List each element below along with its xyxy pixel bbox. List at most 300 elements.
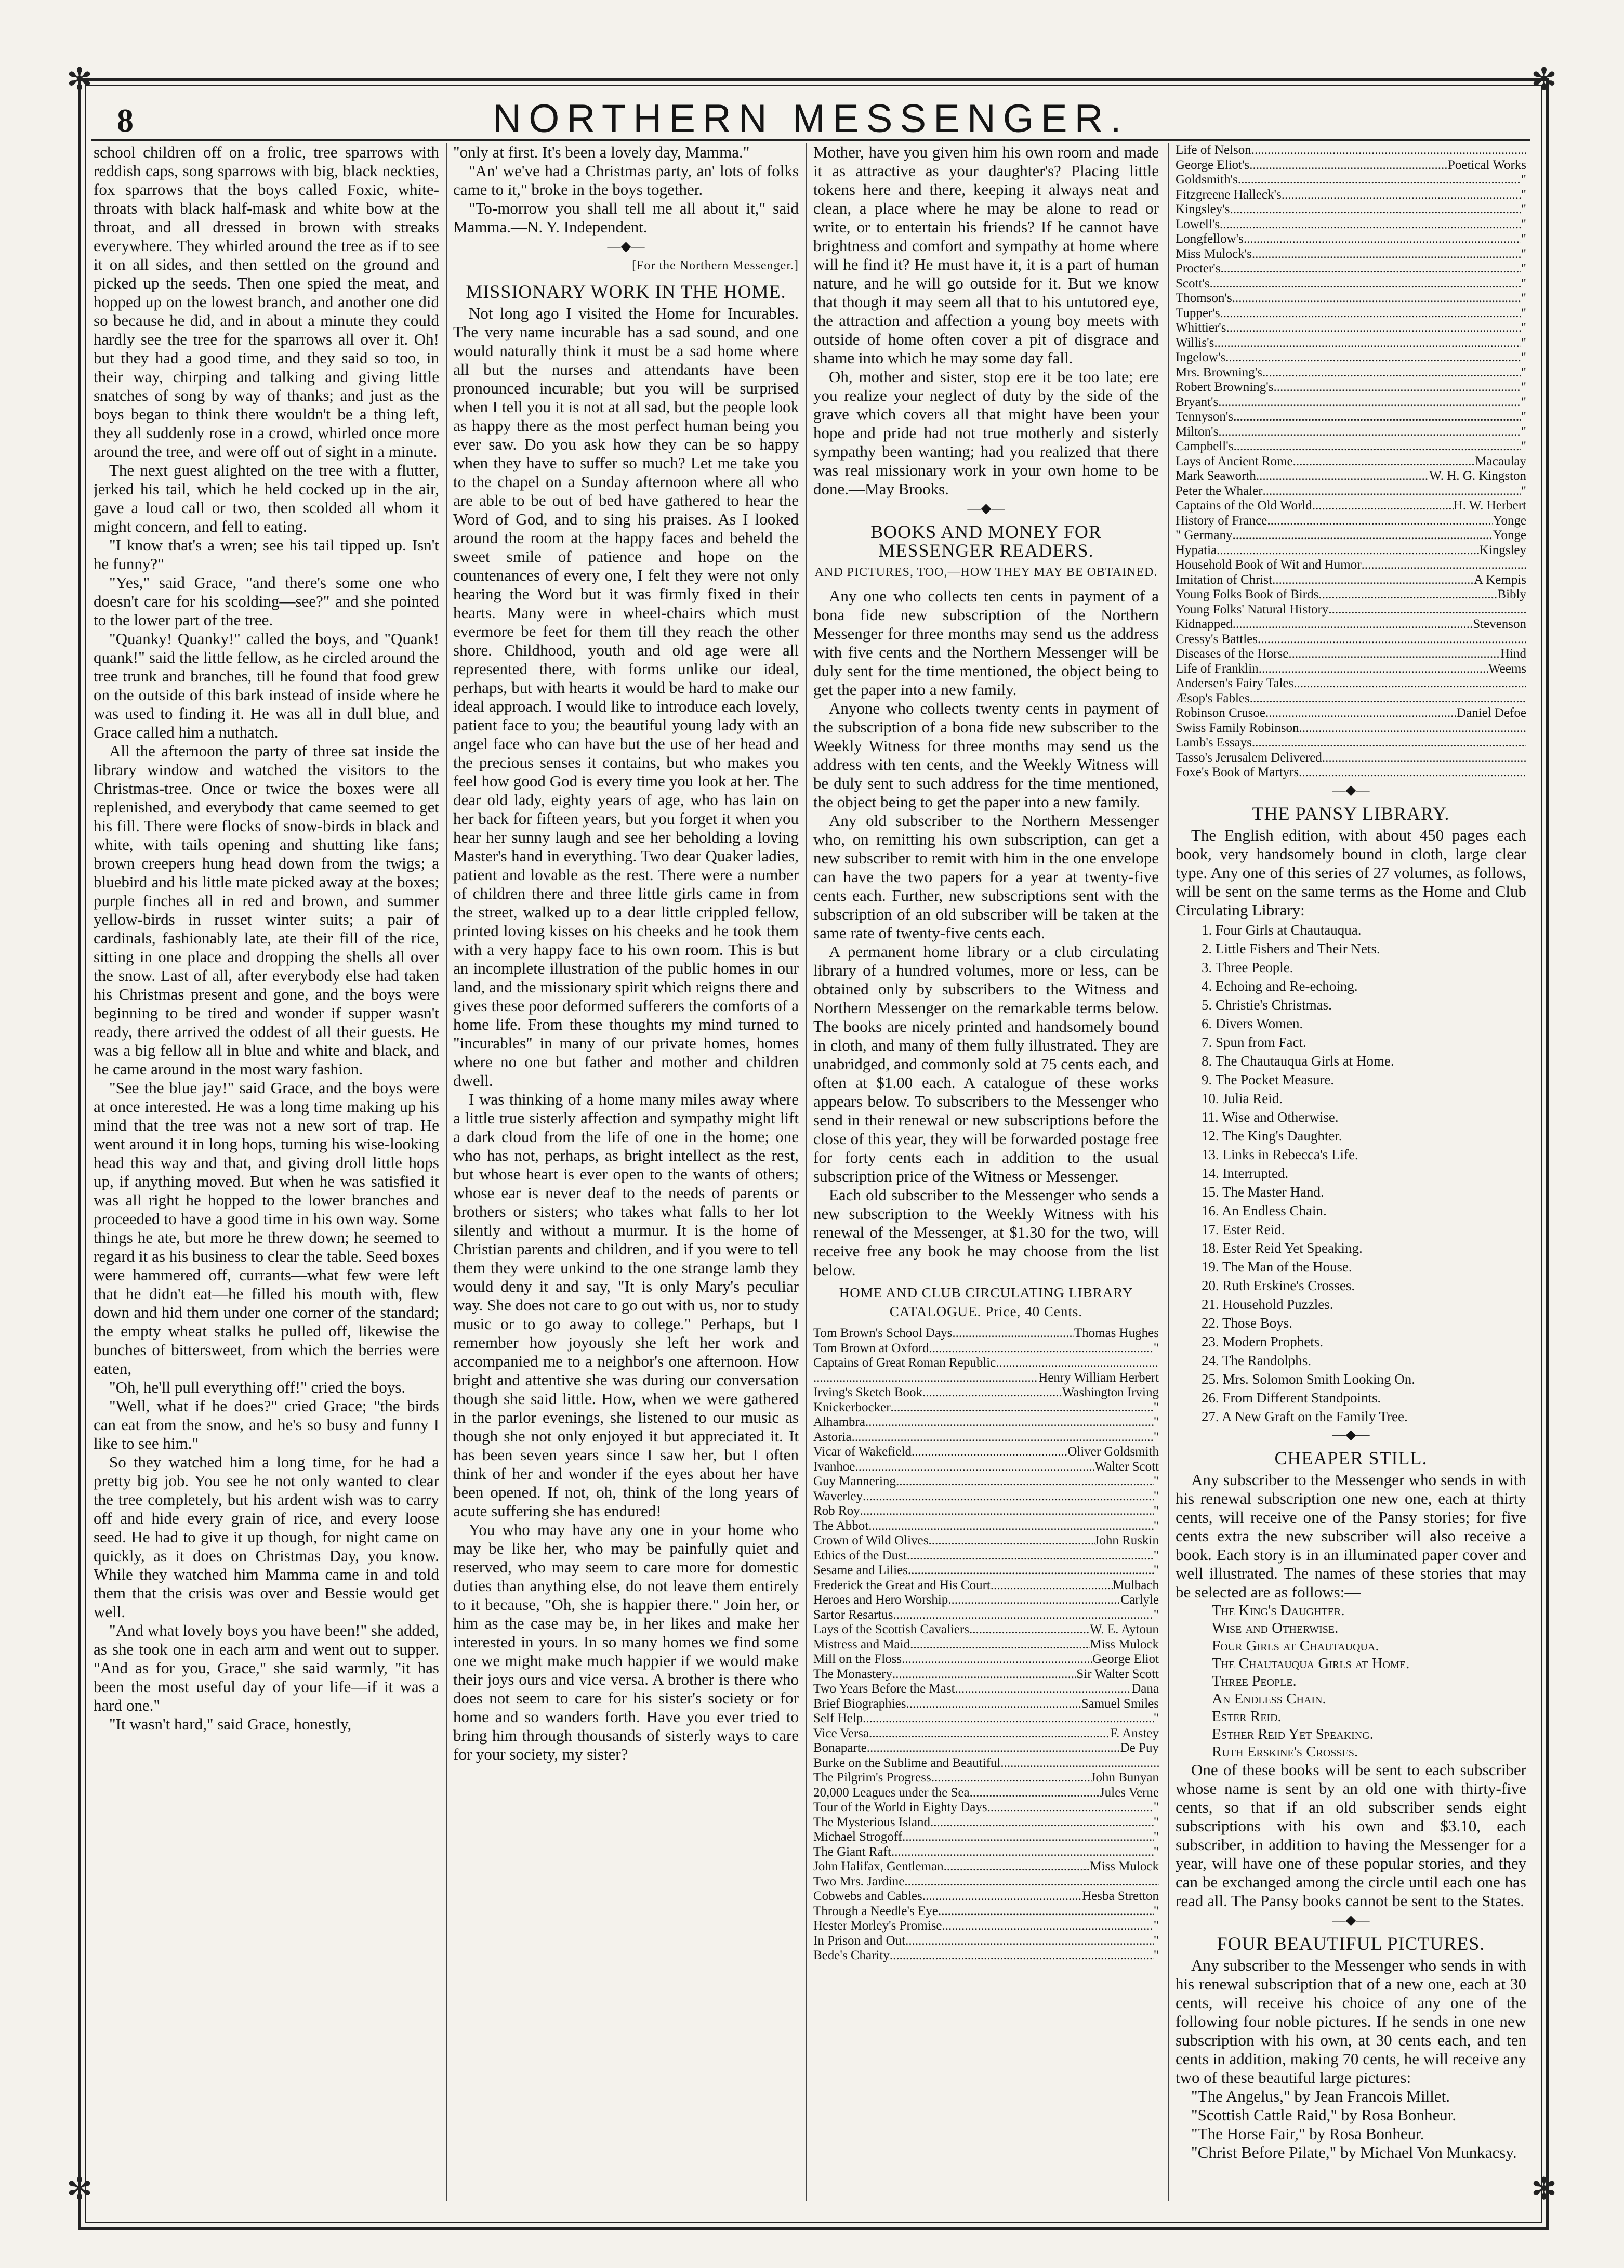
column-divider (806, 143, 807, 2201)
story-paragraph: So they watched him a long time, for he had a pretty big job. You see he not only wanted to clear the tree completely, but his ardent wish was to carry off and hide every grain of rice, and every loose seed. He had to give it up though, for night came on quickly, as it does on Christmas Day, you know. While they watched him Mamma came in and told them that the crisis was over and Bessie would get well. (94, 1453, 439, 1621)
column-divider (446, 143, 447, 2201)
book-title: " Germany (1176, 528, 1233, 542)
catalogue-row (1176, 425, 1526, 440)
offer-paragraph: Anyone who collects twenty cents in payment of the subscription of a bona fide new subscriber to the Weekly Witness for three months may send us the address with ten cents, and the Weekly Witness will be duly sent to such address for the time mentioned, the object being to get the paper into a new family. (813, 699, 1159, 811)
pansy-item: 15. The Master Hand. (1202, 1184, 1324, 1200)
book-author: " (1521, 483, 1526, 498)
pansy-item: 17. Ester Reid. (1202, 1221, 1285, 1237)
book-title: Lowell's (1176, 217, 1220, 231)
book-author: " (1521, 291, 1526, 305)
catalogue-row (1176, 454, 1526, 469)
catalogue-row (1176, 691, 1526, 706)
story-paragraph: "An' we've had a Christmas party, an' lots of folks came to it," broke in the boys together. (453, 162, 799, 199)
dot-leader (1220, 306, 1521, 321)
book-title: Tom Brown's School Days (813, 1326, 953, 1340)
book-author: " (1521, 202, 1526, 216)
book-title: Knickerbocker (813, 1400, 891, 1414)
book-author: H. W. Herbert (1453, 499, 1526, 513)
catalogue-row (1176, 587, 1526, 602)
book-title: In Prison and Out (813, 1933, 906, 1948)
book-author: " (1153, 1563, 1159, 1577)
story-paragraph: "Yes," said Grace, "and there's some one who doesn't care for his scolding—see?" and she pointed to the lower part of the tree. (94, 573, 439, 629)
book-author: " (1153, 1341, 1159, 1355)
catalogue-row (1176, 751, 1526, 766)
catalogue-row (1176, 499, 1526, 514)
dot-leader (852, 1430, 1154, 1445)
catalogue-row (813, 1934, 1159, 1949)
book-author: Thomas Hughes (1074, 1326, 1159, 1340)
dot-leader (922, 1889, 1082, 1904)
book-author: George Eliot (1092, 1652, 1159, 1666)
catalogue-row (813, 1578, 1159, 1593)
book-title: Heroes and Hero Worship (813, 1593, 948, 1607)
catalogue-row (813, 1904, 1159, 1919)
catalogue-row (813, 1460, 1159, 1475)
dot-leader (1299, 721, 1526, 736)
catalogue-row (1176, 706, 1526, 721)
column-1 (94, 143, 439, 2201)
catalogue-row (1176, 395, 1526, 410)
column-4 (1176, 143, 1526, 2201)
pansy-item: 22. Those Boys. (1202, 1315, 1293, 1331)
pansy-item: 12. The King's Daughter. (1202, 1128, 1342, 1144)
dot-leader (1252, 736, 1526, 751)
book-author: " (1153, 1711, 1159, 1725)
article-paragraph: Not long ago I visited the Home for Incurables. The very name incurable has a sad sound, and one would naturally think it must be a sad home where all but the nurses and attendants have been pronounced incurable; but you will be surprised when I tell you it is not at all sad, but the people look as happy there as the most perfect human being you ever saw. Do you ask how they can be so happy when they have to suffer so much? Let me take you to the chapel on a Sunday afternoon where all who are able to be out of bed have gathered to hear the Word of God, and to sing his praises. As I looked around the room at the happy faces and beheld the sweet smile of patience and hope on the countenances of every one, I felt they were not only hearing the Word but it was firmly fixed in their hearts. Many were in wheel-chairs which must evermore be feet for them till they reach the other shore. Childhood, youth and old age were all represented there, with forms unlike our ideal, perhaps, but with hearts it would be hard to make our ideal approach. I would like to introduce each lovely, patient face to you; the beautiful young lady with an angel face who can have but the use of her head and the precious senses it contains, but who makes you feel how good God is every time you look at her. The dear old lady, eighty years of age, who has lain on her back for fifteen years, but you forget it when you hear her sunny laugh and see her beholding a loving Master's hand in everything. Two dear Quaker ladies, patient and lovable as the rest. There were a number of children there and three little girls came in from the street, walked up to a dear little crippled fellow, printed loving kisses on his cheeks and he took them with a very happy face to his own room. This is but an incomplete illustration of the public homes in our land, and the missionary spirit which reigns there and gives these poor deformed sufferers the comforts of a home life. From these thoughts my mind turned to "incurables" in many of our private homes, homes where no one but father and mother and children dwell. (453, 304, 799, 1090)
pansy-heading: THE PANSY LIBRARY. (1252, 803, 1450, 824)
catalogue-row (1176, 188, 1526, 203)
book-author: " (1153, 1815, 1159, 1829)
book-author: " (1153, 1518, 1159, 1533)
catalogue-row (813, 1771, 1159, 1786)
catalogue-row (1176, 484, 1526, 499)
dot-leader (891, 1400, 1154, 1415)
book-title: Sartor Resartus (813, 1607, 893, 1622)
book-title: History of France (1176, 513, 1267, 528)
dot-leader (952, 1326, 1074, 1341)
book-title: Milton's (1176, 424, 1219, 439)
dot-leader (1267, 514, 1493, 529)
book-title: The Mysterious Island (813, 1815, 930, 1829)
separator-ornament-icon: —◆— (1332, 1912, 1370, 1928)
book-title: Vice Versa (813, 1726, 869, 1740)
catalogue-row (813, 1371, 1159, 1386)
catalogue-row (813, 1830, 1159, 1845)
dot-leader (1312, 499, 1454, 514)
book-title: Cobwebs and Cables (813, 1889, 922, 1903)
catalogue-row (1176, 573, 1526, 588)
column-3 (813, 143, 1159, 2201)
book-title: Goldsmith's (1176, 173, 1238, 187)
book-title: Life of Franklin (1176, 661, 1259, 676)
book-title: Captains of the Old World (1176, 499, 1312, 513)
catalogue-row (1176, 173, 1526, 188)
book-author: Hesba Stretton (1082, 1889, 1159, 1903)
book-title: Burke on the Sublime and Beautiful (813, 1755, 1001, 1770)
catalogue-row (1176, 217, 1526, 232)
book-author: W. H. G. Kingston (1429, 469, 1526, 483)
dot-leader (1238, 173, 1521, 188)
catalogue-row (813, 1504, 1159, 1519)
pansy-item: 19. The Man of the House. (1202, 1258, 1352, 1275)
cheaper-intro: Any subscriber to the Messenger who sends in with his renewal subscription one new one, each at thirty cents, will receive one of the Pansy stories; for five cents extra the new subscriber will also receive a book. Each story is in an illuminated paper cover and well illustrated. The names of these stories that may be selected are as follows:— (1176, 1470, 1526, 1601)
dot-leader (1218, 395, 1521, 410)
catalogue-row (813, 1726, 1159, 1741)
dot-leader (860, 1504, 1154, 1519)
pansy-item: 3. Three People. (1202, 959, 1293, 975)
dot-leader (1232, 528, 1493, 543)
catalogue-row (1176, 662, 1526, 677)
book-title: Two Years Before the Mast (813, 1682, 955, 1696)
book-author: Macaulay (1475, 454, 1526, 468)
dot-leader (1293, 676, 1526, 691)
book-title: Miss Mulock's (1176, 246, 1252, 261)
story-paragraph: "Well, what if he does?" cried Grace; "the birds can eat from the snow, and he's so busy and funny I like to see him." (94, 1397, 439, 1452)
catalogue-list (813, 1326, 1159, 1963)
book-author: Stevenson (1473, 617, 1526, 631)
book-author: John Ruskin (1094, 1533, 1159, 1548)
catalogue-row (813, 1859, 1159, 1874)
story-item: Esther Reid Yet Speaking. (1212, 1725, 1374, 1742)
pansy-list (1176, 922, 1526, 1425)
story-paragraph: "only at first. It's been a lovely day, Mamma." (453, 143, 750, 161)
catalogue-row (813, 1845, 1159, 1860)
book-author: Walter Scott (1094, 1459, 1159, 1474)
book-author: Dana (1131, 1682, 1159, 1696)
dot-leader (892, 1667, 1076, 1682)
book-author: John Bunyan (1090, 1771, 1159, 1785)
book-author: " (1153, 1489, 1159, 1503)
catalogue-row (813, 1756, 1159, 1771)
book-title: Campbell's (1176, 439, 1234, 453)
catalogue-row (1176, 617, 1526, 632)
catalogue-row (1176, 143, 1526, 158)
dot-leader (1258, 632, 1526, 647)
catalogue-list (1176, 143, 1526, 780)
book-title: The Monastery (813, 1667, 893, 1681)
book-title: Diseases of the Horse (1176, 647, 1289, 661)
book-title: The Giant Raft (813, 1844, 891, 1859)
catalogue-row (813, 1341, 1159, 1356)
book-author: " (1521, 321, 1526, 335)
dot-leader (1220, 261, 1521, 277)
book-title: Hester Morley's Promise (813, 1919, 942, 1933)
dot-leader (970, 1786, 1100, 1801)
book-author: Henry William Herbert (1038, 1370, 1159, 1385)
pansy-item: 24. The Randolphs. (1202, 1352, 1311, 1368)
offer-paragraph: Any old subscriber to the Northern Messenger who, on remitting his own subscription, can get a new subscriber to remit with him in the one envelope can have the two papers for a year at twenty-five cents each. Further, new subscriptions sent with the subscription of an old subscriber will be taken at the same rate of twenty-five cents each. (813, 811, 1159, 942)
catalogue-row (813, 1919, 1159, 1934)
catalogue-row (1176, 676, 1526, 691)
dot-leader (906, 1697, 1081, 1712)
book-author: " (1153, 1415, 1159, 1429)
dot-leader (869, 1726, 1110, 1741)
book-author: " (1521, 246, 1526, 261)
book-title: Hypatia (1176, 543, 1217, 557)
story-paragraph: school children off on a frolic, tree sparrows with reddish caps, song sparrows with big, black neckties, fox sparrows that the boys called Foxic, white-throats with black half-mask and white bow at the throat, and all dressed in brown with streaks everywhere. They whirled around the tree as if to see it on all sides, and then settled on the ground and picked up the seeds. Then one spied the meat, and hopped up on the lowest branch, and another one did so because he did, and in about a minute they could hardly see the tree for the sparrows all over it. Oh! but they had a good time, and they said so too, in their way, chirping and talking and giving little snatches of song by way of thanks; and just as the boys began to think there wouldn't be a thing left, they all suddenly rose in a crowd, whirled once more around the tree, and were off out of sight in a minute. (94, 143, 439, 461)
dot-leader (904, 1874, 1159, 1890)
picture-item: "Christ Before Pilate," by Michael Von Munkacsy. (1191, 2143, 1517, 2161)
story-paragraph: "Quanky! Quanky!" called the boys, and "Quank! quank!" said the little fellow, as he circled around the tree trunk and branches, till he found that food grew on the outside of this bark instead of inside where he was used to finding it. He was all in dull blue, and Grace called him a nuthatch. (94, 630, 439, 741)
article-credit: [For the Northern Messenger.] (632, 259, 799, 272)
book-author: Hind (1500, 647, 1526, 661)
book-author: Jules Verne (1099, 1785, 1159, 1800)
pansy-item: 21. Household Puzzles. (1202, 1296, 1333, 1312)
pictures-intro: Any subscriber to the Messenger who sends in with his renewal subscription that of a new one, each at 30 cents, will receive his choice of any one of the following four noble pictures. If he sends in one new subscription with his own, at 30 cents each, and ten cents in addition, making 70 cents, he will receive any two of these beautiful large pictures: (1176, 1956, 1526, 2087)
separator-ornament-icon: —◆— (607, 239, 645, 254)
cheaper-outro: One of these books will be sent to each subscriber whose name is sent by an old one with thirty-five cents, so that if an old subscriber sends eight subscriptions with his own and $3.10, each subscriber, in addition to having the Messenger for a year, will have one of these popular stories, and they can be exchanged among the circle until each one has read all. The Pansy books cannot be sent to the States. (1176, 1760, 1526, 1910)
book-title: The Pilgrim's Progress (813, 1771, 931, 1785)
pansy-item: 13. Links in Rebecca's Life. (1202, 1146, 1358, 1162)
book-author: " (1153, 1933, 1159, 1948)
pansy-item: 18. Ester Reid Yet Speaking. (1202, 1240, 1363, 1256)
book-title: Astoria (813, 1430, 852, 1444)
section-heading: BOOKS AND MONEY FOR MESSENGER READERS. (870, 521, 1102, 561)
dot-leader (948, 1593, 1120, 1608)
book-title: Vicar of Wakefield (813, 1445, 912, 1459)
book-title: Crown of Wild Olives (813, 1533, 929, 1548)
story-item: Ruth Erskine's Crosses. (1212, 1743, 1358, 1760)
dot-leader (1244, 232, 1521, 247)
dot-leader (1262, 365, 1521, 381)
book-author: " (1153, 1400, 1159, 1414)
catalogue-row (1176, 528, 1526, 543)
book-title: Tupper's (1176, 306, 1220, 320)
dot-leader (1218, 425, 1521, 440)
book-title: Longfellow's (1176, 232, 1244, 246)
dot-leader (865, 1415, 1154, 1430)
book-title: Frederick the Great and His Court (813, 1578, 991, 1592)
dot-leader (955, 1682, 1132, 1697)
dot-leader (931, 1771, 1091, 1786)
book-title: Waverley (813, 1489, 863, 1503)
book-title: Life of Nelson (1176, 143, 1251, 157)
book-title: Ivanhoe (813, 1459, 855, 1474)
book-title: Irving's Sketch Book (813, 1385, 923, 1399)
article-paragraph: You who may have any one in your home who may be like her, who may be painfully quiet and reserved, who may seem to care more for domestic duties than anything else, do not leave them entirely to it because, "Oh, she is happier there." Join her, or him as the case may be, in her likes and make her interested in yours. In so many homes we find some one we might make much happier if we would make their joys ours and vice versa. A brother is there who does not seem to care for his sister's society or for home and so wanders forth. Have you ever tried to bring him through thousands of sisterly ways to care for your society, my sister? (453, 1520, 799, 1763)
book-title: Captains of Great Roman Republic (813, 1356, 996, 1370)
pansy-item: 26. From Different Standpoints. (1202, 1389, 1381, 1406)
catalogue-row (1176, 514, 1526, 529)
dot-leader (1233, 617, 1473, 632)
dot-leader (910, 1637, 1090, 1653)
dot-leader (1210, 277, 1521, 292)
book-title: Tasso's Jerusalem Delivered (1176, 750, 1322, 765)
book-title: Mrs. Browning's (1176, 365, 1263, 379)
catalogue-row (813, 1519, 1159, 1534)
dot-leader (1318, 587, 1497, 602)
dot-leader (863, 1711, 1154, 1726)
section-subheading: AND PICTURES, TOO,—HOW THEY MAY BE OBTAINED. (814, 566, 1158, 579)
dot-leader (1233, 439, 1521, 454)
catalogue-row (1176, 439, 1526, 454)
catalogue-row (1176, 602, 1526, 618)
book-author: " (1521, 217, 1526, 231)
catalogue-row (813, 1637, 1159, 1653)
dot-leader (1299, 765, 1526, 780)
book-title: Robinson Crusoe (1176, 706, 1265, 720)
story-paragraph: "Oh, he'll pull everything off!" cried the boys. (109, 1378, 406, 1396)
article-heading: MISSIONARY WORK IN THE HOME. (466, 281, 786, 302)
book-title: Self Help (813, 1711, 863, 1725)
book-title: Andersen's Fairy Tales (1176, 676, 1294, 690)
book-author: " (1521, 335, 1526, 350)
book-author: Oliver Goldsmith (1067, 1445, 1159, 1459)
offer-paragraph: Any one who collects ten cents in payment of a bona fide new subscription of the Northern Messenger for three months may send us the address with five cents and the Northern Messenger will be duly sent for the time mentioned, the object being to get the paper into a new family. (813, 587, 1159, 699)
book-title: Peter the Whaler (1176, 483, 1263, 498)
book-title: Kidnapped (1176, 617, 1233, 631)
story-paragraph: All the afternoon the party of three sat inside the library window and watched the visitors to the Christmas-tree. Once or twice the boxes were all replenished, and everybody that came seemed to get his fill. There were flocks of snow-birds in black and white, with tails opening and shutting like fans; brown creepers hung head down from the twigs; a bluebird and his little mate picked away at the boxes; purple finches all in red and brown, and summer yellow-birds in russet winter suits; a pair of cardinals, fashionably late, ate their fill of the rice, sitting in one place and dropping the shells all over the snow. Last of all, after everybody else had taken his Christmas present and gone, and the boys were beginning to be tired and wonder if supper wasn't ready, there arrived the oddest of all their guests. He was a big fellow all in blue and white and black, and he came around in the most wary fashion. (94, 742, 439, 1078)
dot-leader (1214, 336, 1521, 351)
story-paragraph: The next guest alighted on the tree with a flutter, jerked his tail, which he held cocked up in the air, gave a loud call or two, then scolded all whom it might concern, and fell to eating. (94, 461, 439, 535)
catalogue-row (1176, 321, 1526, 336)
pansy-item: 27. A New Graft on the Family Tree. (1202, 1408, 1408, 1424)
dot-leader (969, 1622, 1090, 1637)
book-title: Mistress and Maid (813, 1637, 910, 1651)
book-title: Tennyson's (1176, 410, 1234, 424)
column-2 (453, 143, 799, 2201)
story-item: Wise and Otherwise. (1212, 1619, 1339, 1636)
book-author: " (1153, 1504, 1159, 1518)
catalogue-row (1176, 232, 1526, 247)
pansy-item: 8. The Chautauqua Girls at Home. (1202, 1053, 1394, 1069)
catalogue-row (1176, 380, 1526, 395)
catalogue-row (1176, 202, 1526, 217)
dot-leader (907, 1549, 1154, 1564)
catalogue-row (813, 1549, 1159, 1564)
book-title: Scott's (1176, 276, 1210, 291)
catalogue-row (1176, 277, 1526, 292)
book-author: Washington Irving (1062, 1385, 1159, 1399)
dot-leader (1282, 188, 1521, 203)
book-author: " (1153, 1830, 1159, 1844)
pansy-item: 16. An Endless Chain. (1202, 1202, 1327, 1218)
corner-ornament-icon: ✻ (66, 62, 93, 97)
book-author: Carlyle (1120, 1593, 1159, 1607)
catalogue-heading: HOME AND CLUB CIRCULATING LIBRARY CATALOGUE. Price, 40 Cents. (839, 1285, 1133, 1319)
catalogue-row (813, 1593, 1159, 1608)
book-title: Two Mrs. Jardine (813, 1874, 905, 1889)
catalogue-row (1176, 647, 1526, 662)
catalogue-row (813, 1474, 1159, 1489)
pansy-item: 1. Four Girls at Chautauqua. (1202, 922, 1362, 938)
catalogue-row (813, 1489, 1159, 1504)
offer-paragraph: A permanent home library or a club circulating library of a hundred volumes, more or less, can be obtained only by subscribers to the Witness and Northern Messenger on the remarkable terms below. The books are nicely printed and handsomely bound in cloth, and many of them fully illustrated. They are unabridged, and commonly sold at 75 cents each, and often at $1.00 each. A catalogue of these works appears below. To subscribers to the Messenger who send in their renewal or new subscriptions before the close of this year, they will be forwarded postage free for forty cents each in addition to the usual subscription price of the Witness or Messenger. (813, 942, 1159, 1185)
book-title: Lays of the Scottish Cavaliers (813, 1622, 969, 1636)
book-title: Brief Biographies (813, 1696, 906, 1711)
book-title: George Eliot's (1176, 158, 1250, 172)
book-title: Lamb's Essays (1176, 736, 1252, 750)
book-author: " (1153, 1919, 1159, 1933)
book-author: " (1153, 1904, 1159, 1918)
book-title: Ethics of the Dust (813, 1548, 907, 1563)
story-item: Three People. (1212, 1672, 1297, 1689)
dot-leader (891, 1845, 1154, 1860)
book-author: " (1521, 173, 1526, 187)
book-author: Bibly (1497, 587, 1526, 601)
catalogue-row (1176, 736, 1526, 751)
catalogue-row (813, 1415, 1159, 1430)
pansy-item: 10. Julia Reid. (1202, 1090, 1283, 1106)
book-author: " (1521, 306, 1526, 320)
book-title: Thomson's (1176, 291, 1232, 305)
book-title: Mill on the Floss (813, 1652, 902, 1666)
dot-leader (902, 1652, 1092, 1667)
dot-leader (855, 1460, 1095, 1475)
book-title: 20,000 Leagues under the Sea (813, 1785, 970, 1800)
catalogue-row (1176, 261, 1526, 277)
corner-ornament-icon: ✻ (1530, 2172, 1557, 2206)
story-item: An Endless Chain. (1212, 1690, 1326, 1707)
catalogue-row (1176, 721, 1526, 736)
book-title: Alhambra (813, 1415, 865, 1429)
catalogue-row (813, 1682, 1159, 1697)
cheaper-list (1176, 1602, 1526, 1761)
book-author: Poetical Works (1448, 158, 1526, 172)
catalogue-row (1176, 350, 1526, 365)
catalogue-row (813, 1563, 1159, 1578)
dot-leader (944, 1859, 1090, 1874)
corner-ornament-icon: ✻ (66, 2172, 93, 2206)
dot-leader (929, 1341, 1154, 1356)
catalogue-row (1176, 247, 1526, 262)
story-item: The King's Daughter. (1212, 1602, 1345, 1619)
book-title: Ingelow's (1176, 350, 1226, 364)
dot-leader (928, 1533, 1094, 1549)
catalogue-row (1176, 365, 1526, 381)
dot-leader (896, 1474, 1154, 1489)
catalogue-row (1176, 336, 1526, 351)
book-title: Bryant's (1176, 395, 1219, 409)
dot-leader (1217, 543, 1480, 558)
book-title: Tom Brown at Oxford (813, 1341, 929, 1355)
book-author: " (1153, 1548, 1159, 1563)
book-title: The Abbot (813, 1518, 869, 1533)
catalogue-row (813, 1608, 1159, 1623)
pansy-item: 14. Interrupted. (1202, 1165, 1289, 1181)
catalogue-row (813, 1667, 1159, 1682)
book-title: Rob Roy (813, 1504, 860, 1518)
catalogue-row (1176, 765, 1526, 780)
dot-leader (1362, 558, 1526, 573)
story-paragraph: "I know that's a wren; see his tail tipped up. Isn't he funny?" (94, 536, 439, 573)
book-author: " (1521, 276, 1526, 291)
dot-leader (1265, 706, 1457, 721)
masthead (91, 91, 1530, 140)
catalogue-row (813, 1697, 1159, 1712)
article-paragraph: I was thinking of a home many miles away where a little true sisterly affection and sympathy might lift a dark cloud from the life of one in the home; one who has not, perhaps, as bright intellect as the rest, but whose heart is ever open to the wants of others; whose ear is never deaf to the needs of parents or brothers or sisters; who takes what falls to her lot silently and without a murmur. It is the home of Christian parents and children, and if you were to tell them they were unkind to the one strange lamb they would deny it and say, "It is only Mary's peculiar way. She does not care to go out with us, nor to study music or to go away to college." Perhaps, but I remember how joyously she left her work and accompanied me to a neighbor's one afternoon. How bright and attentive she was during our conversation though she said little. How, when we were gathered in the parlor evenings, she listened to our music as though she not only enjoyed it but appreciated it. It has been seven years since I saw her, but I often think of her and wonder if the eyes about her have been opened. If not, oh, think of the long years of acute suffering she has endured! (453, 1090, 799, 1520)
book-title: Through a Needle's Eye (813, 1904, 938, 1918)
catalogue-row (813, 1326, 1159, 1341)
catalogue-row (1176, 558, 1526, 573)
catalogue-row (813, 1711, 1159, 1726)
pansy-item: 2. Little Fishers and Their Nets. (1202, 940, 1380, 956)
book-author: " (1521, 439, 1526, 453)
offer-paragraph: Each old subscriber to the Messenger who sends a new subscription to the Weekly Witness with his renewal of the Messenger, at $1.30 for the two, will receive free any book he may choose from the list below. (813, 1186, 1159, 1279)
dot-leader (1230, 202, 1521, 217)
book-author: Weems (1488, 661, 1526, 676)
book-author: " (1153, 1948, 1159, 1962)
book-title: Guy Mannering (813, 1474, 896, 1488)
book-author: " (1153, 1474, 1159, 1488)
dot-leader (1259, 662, 1488, 677)
book-title: Sesame and Lilies (813, 1563, 908, 1577)
book-author: Miss Mulock (1090, 1637, 1159, 1651)
pansy-item: 9. The Pocket Measure. (1202, 1071, 1335, 1087)
book-author: " (1521, 350, 1526, 364)
book-author: " (1521, 380, 1526, 394)
book-title: John Halifax, Gentleman (813, 1859, 944, 1873)
